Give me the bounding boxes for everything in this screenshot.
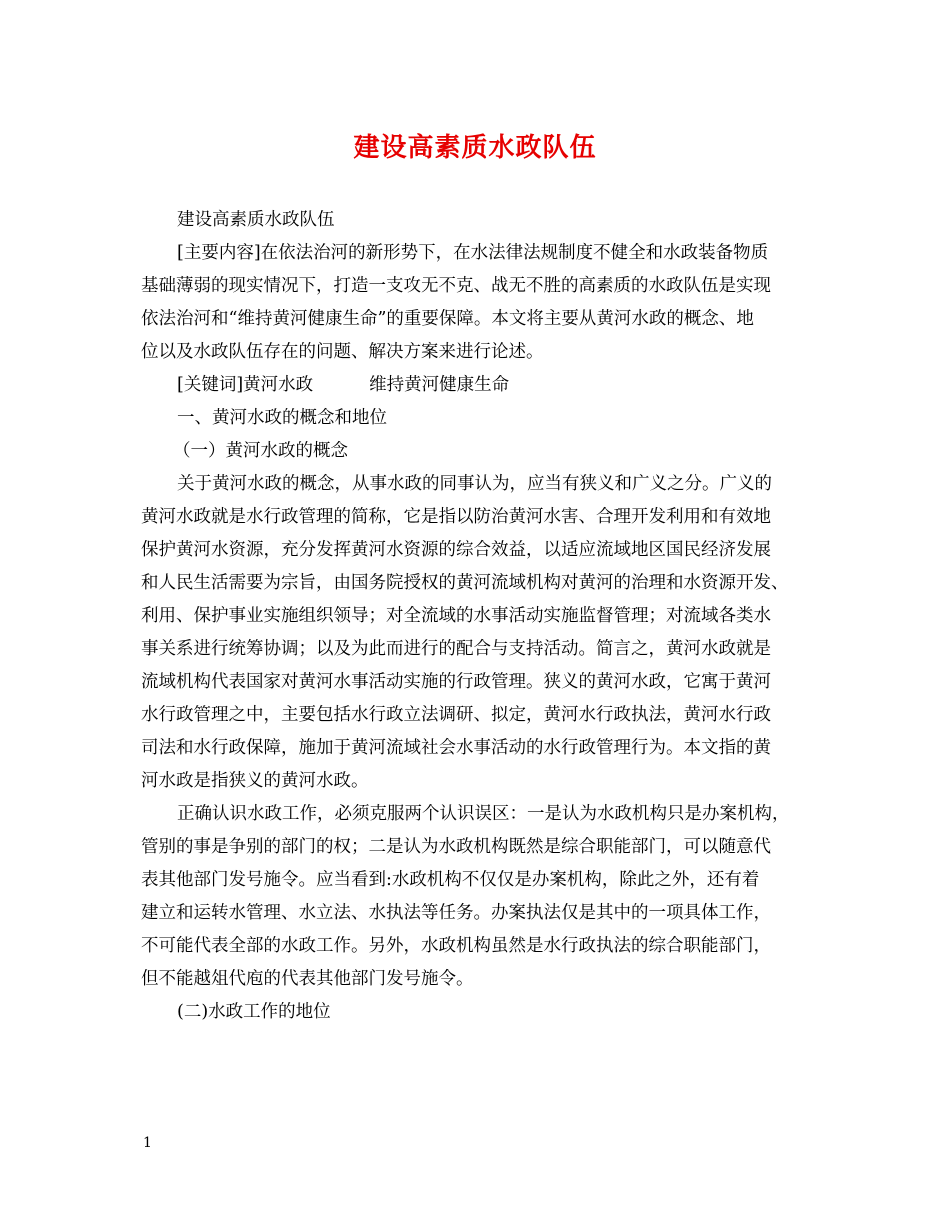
paragraph-line: 黄河水政就是水行政管理的简称，它是指以防治黄河水害、合理开发利用和有效地: [141, 507, 771, 527]
subtitle-line: 建设高素质水政队伍: [177, 210, 335, 230]
subsection-heading: (二)水政工作的地位: [177, 1002, 331, 1022]
paragraph-line: 司法和水行政保障，施加于黄河流域社会水事活动的水行政管理行为。本文指的黄: [141, 738, 771, 758]
paragraph-line: 表其他部门发号施令。应当看到:水政机构不仅仅是办案机构，除此之外，还有着: [141, 870, 760, 890]
abstract-line: [主要内容]在依法治河的新形势下，在水法律法规制度不健全和水政装备物质: [177, 243, 769, 263]
paragraph-line: 利用、保护事业实施组织领导；对全流域的水事活动实施监督管理；对流域各类水: [141, 606, 771, 626]
page-title: 建设高素质水政队伍: [353, 133, 597, 163]
abstract-line: 依法治河和“维持黄河健康生命”的重要保障。本文将主要从黄河水政的概念、地: [141, 309, 754, 329]
document-body: [141, 204, 811, 1029]
subsection-heading: （一）黄河水政的概念: [173, 441, 348, 461]
paragraph-line: 关于黄河水政的概念，从事水政的同事认为，应当有狭义和广义之分。广义的: [177, 474, 772, 494]
paragraph-line: 和人民生活需要为宗旨，由国务院授权的黄河流域机构对黄河的治理和水资源开发、: [141, 573, 789, 593]
paragraph-line: 建立和运转水管理、水立法、水执法等任务。办案执法仅是其中的一项具体工作，: [141, 903, 771, 923]
paragraph-line: 但不能越俎代庖的代表其他部门发号施令。: [141, 969, 474, 989]
keywords-line: [141, 369, 811, 402]
abstract-line: 位以及水政队伍存在的问题、解决方案来进行论述。: [141, 342, 544, 362]
paragraph-line: 水行政管理之中，主要包括水行政立法调研、拟定，黄河水行政执法，黄河水行政: [141, 705, 771, 725]
page-number: 1: [143, 1135, 152, 1151]
abstract-line: 基础薄弱的现实情况下，打造一支攻无不克、战无不胜的高素质的水政队伍是实现: [141, 276, 771, 296]
paragraph-line: 管别的事是争别的部门的权；二是认为水政机构既然是综合职能部门，可以随意代: [141, 837, 771, 857]
paragraph-line: 河水政是指狭义的黄河水政。: [141, 771, 369, 791]
paragraph-line: 保护黄河水资源，充分发挥黄河水资源的综合效益，以适应流域地区国民经济发展: [141, 540, 771, 560]
keywords-value: 维持黄河健康生命: [369, 375, 510, 395]
paragraph-line: 流域机构代表国家对黄河水事活动实施的行政管理。狭义的黄河水政，它寓于黄河: [141, 672, 771, 692]
paragraph-line: 不可能代表全部的水政工作。另外，水政机构虽然是水行政执法的综合职能部门，: [141, 936, 771, 956]
keywords-label: [关键词]黄河水政: [177, 375, 314, 395]
section-heading: 一、黄河水政的概念和地位: [177, 408, 387, 428]
paragraph-line: 事关系进行统筹协调；以及为此而进行的配合与支持活动。简言之，黄河水政就是: [141, 639, 771, 659]
paragraph-line: 正确认识水政工作，必须克服两个认识误区：一是认为水政机构只是办案机构，: [177, 804, 790, 824]
